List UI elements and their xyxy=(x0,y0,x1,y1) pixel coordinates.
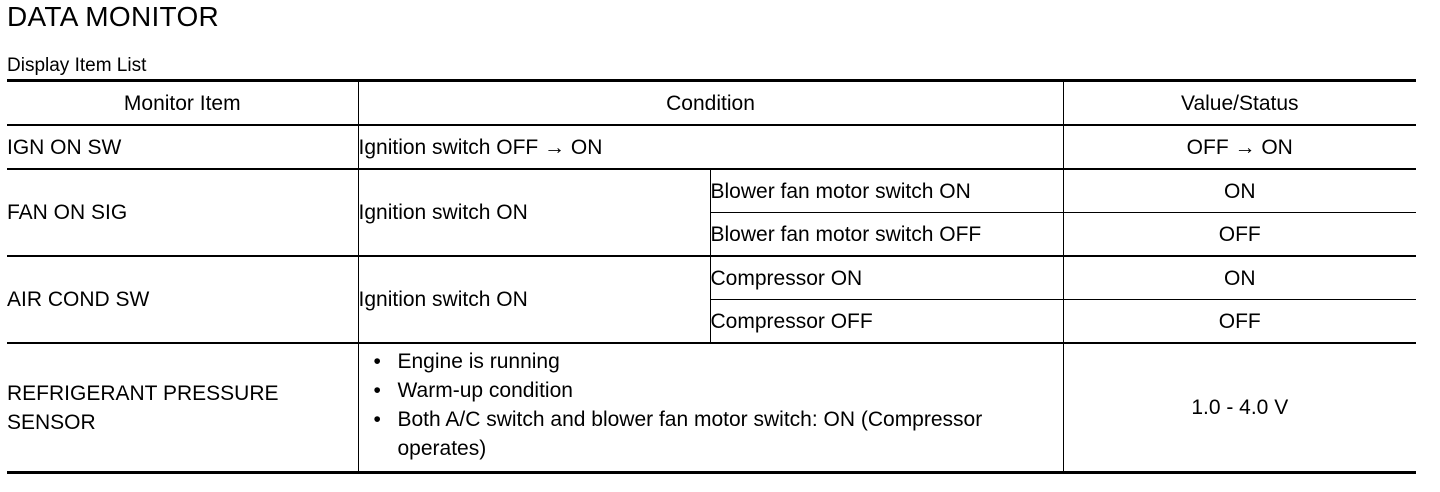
value-status-cell: OFF → ON xyxy=(1063,125,1416,169)
monitor-item-cell: AIR COND SW xyxy=(7,256,358,343)
value-status-cell: OFF xyxy=(1063,213,1416,257)
table-row xyxy=(7,125,1416,169)
condition-text: Both A/C switch and blower fan motor switch: ON (Compressor operates) xyxy=(397,407,983,460)
condition-cell: Ignition switch ON xyxy=(358,169,710,256)
condition-bullet-list xyxy=(359,345,1063,471)
header-condition: Condition xyxy=(358,81,1063,126)
condition-cell: Ignition switch OFF → ON xyxy=(358,125,1063,169)
bullet-icon: • xyxy=(373,349,381,373)
monitor-item-cell: IGN ON SW xyxy=(7,125,358,169)
list-item xyxy=(374,376,1055,405)
condition-text: Engine is running xyxy=(397,349,560,373)
value-status-cell: 1.0 - 4.0 V xyxy=(1063,343,1416,473)
table-row xyxy=(7,169,1416,213)
value-status-cell: ON xyxy=(1063,169,1416,213)
value-status-cell: ON xyxy=(1063,256,1416,300)
value-status-cell: OFF xyxy=(1063,300,1416,344)
monitor-item-cell: FAN ON SIG xyxy=(7,169,358,256)
condition-text: Warm-up condition xyxy=(397,378,573,402)
header-value-status: Value/Status xyxy=(1063,81,1416,126)
list-item xyxy=(374,347,1055,376)
sub-condition-cell: Blower fan motor switch OFF xyxy=(710,213,1063,257)
sub-condition-cell: Compressor OFF xyxy=(710,300,1063,344)
header-monitor-item: Monitor Item xyxy=(7,81,358,126)
table-row xyxy=(7,343,1416,473)
table-header-row xyxy=(7,81,1416,126)
monitor-item-cell xyxy=(7,343,358,473)
page-title: DATA MONITOR xyxy=(7,1,220,32)
condition-cell: Ignition switch ON xyxy=(358,256,710,343)
bullet-icon: • xyxy=(373,407,381,431)
sub-condition-cell: Compressor ON xyxy=(710,256,1063,300)
bullet-icon: • xyxy=(373,378,381,402)
data-monitor-table xyxy=(7,79,1416,474)
monitor-item-line: REFRIGERANT PRESSURE xyxy=(7,381,279,405)
list-item xyxy=(374,405,1055,463)
monitor-item-line: SENSOR xyxy=(7,410,96,434)
sub-condition-cell: Blower fan motor switch ON xyxy=(710,169,1063,213)
condition-cell xyxy=(358,343,1063,473)
section-title: Display Item List xyxy=(7,55,147,76)
table-row xyxy=(7,256,1416,300)
